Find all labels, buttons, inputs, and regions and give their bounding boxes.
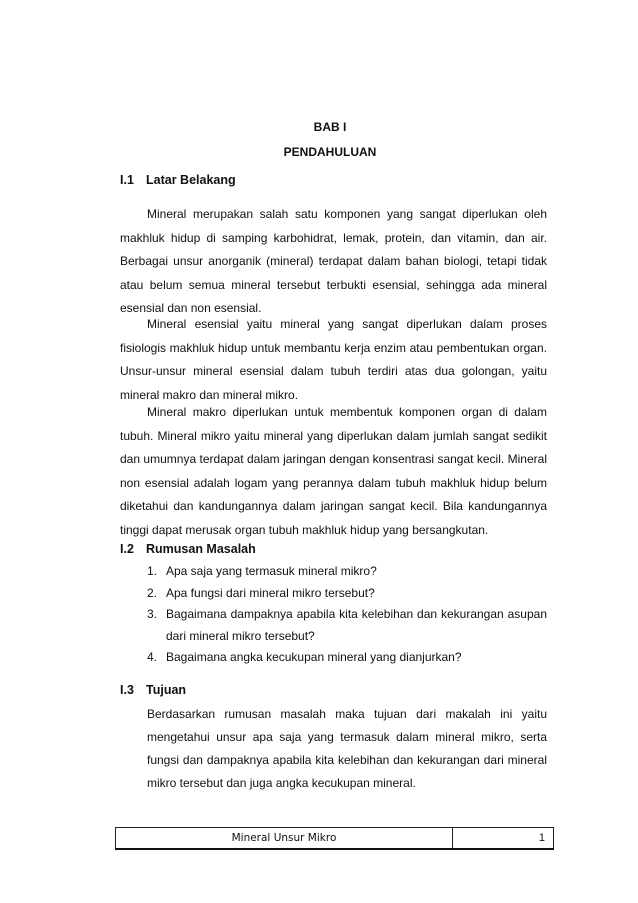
footer-title: Mineral Unsur Mikro [116, 828, 453, 848]
section-title: Rumusan Masalah [146, 542, 256, 556]
list-text: Bagaimana angka kecukupan mineral yang dianjurkan? [166, 650, 462, 664]
chapter-title: PENDAHULUAN [283, 145, 377, 159]
list-item [147, 583, 547, 605]
list-item [147, 561, 547, 583]
section-heading-latar-belakang [120, 173, 236, 187]
chapter-number: BAB I [313, 120, 347, 134]
section-title: Latar Belakang [146, 173, 236, 187]
section-heading-rumusan-masalah [120, 542, 256, 556]
list-number: 2. [147, 585, 158, 600]
section-heading-tujuan [120, 683, 186, 697]
list-text: Bagaimana dampaknya apabila kita kelebihan dan kekurangan asupan dari mineral mikro tersebut? [166, 607, 547, 643]
section-number: I.1 [120, 173, 134, 187]
problem-list [147, 561, 547, 669]
paragraph: Mineral esensial yaitu mineral yang sangat diperlukan dalam proses fisiologis makhluk hidup untuk membantu kerja enzim atau pembentukan organ. Unsur-unsur mineral esensial dalam tubuh terdiri atas dua golongan, yaitu mineral makro dan mineral mikro. [120, 317, 547, 402]
page-number: 1 [538, 832, 545, 844]
section-number: I.2 [120, 542, 134, 556]
section-number: I.3 [120, 683, 134, 697]
list-number: 4. [147, 650, 158, 664]
list-item [147, 647, 547, 669]
paragraph: Mineral makro diperlukan untuk membentuk komponen organ di dalam tubuh. Mineral mikro yaitu mineral yang diperlukan dalam jumlah sangat sedikit dan umumnya terdapat dalam jaringan dengan konsentrasi sangat kecil. Mineral non esensial adalah logam yang perannya dalam tubuh makhluk hidup belum diketahui dan kandungannya dalam jaringan sangat kecil. Bila kandungannya tinggi dapat merusak organ tubuh makhluk hidup yang bersangkutan. [120, 405, 547, 537]
list-item [147, 604, 547, 647]
paragraph: Mineral merupakan salah satu komponen yang sangat diperlukan oleh makhluk hidup di samping karbohidrat, lemak, protein, dan vitamin, dan air. Berbagai unsur anorganik (mineral) terdapat dalam bahan biologi, tetapi tidak atau belum semua mineral tersebut terbukti esensial, sehingga ada mineral esensial dan non esensial. [120, 207, 547, 315]
list-number: 3. [147, 607, 158, 621]
list-text: Apa saja yang termasuk mineral mikro? [166, 564, 377, 578]
list-text: Apa fungsi dari mineral mikro tersebut? [166, 585, 375, 600]
list-number: 1. [147, 564, 158, 578]
page-footer [115, 827, 554, 850]
paragraph: Berdasarkan rumusan masalah maka tujuan dari makalah ini yaitu mengetahui unsur apa saja yang termasuk dalam mineral mikro, serta fungsi dan dampaknya apabila kita kelebihan dan kekurangan dari mineral mikro tersebut dan juga angka kecukupan mineral. [147, 707, 547, 790]
section-title: Tujuan [146, 683, 187, 697]
